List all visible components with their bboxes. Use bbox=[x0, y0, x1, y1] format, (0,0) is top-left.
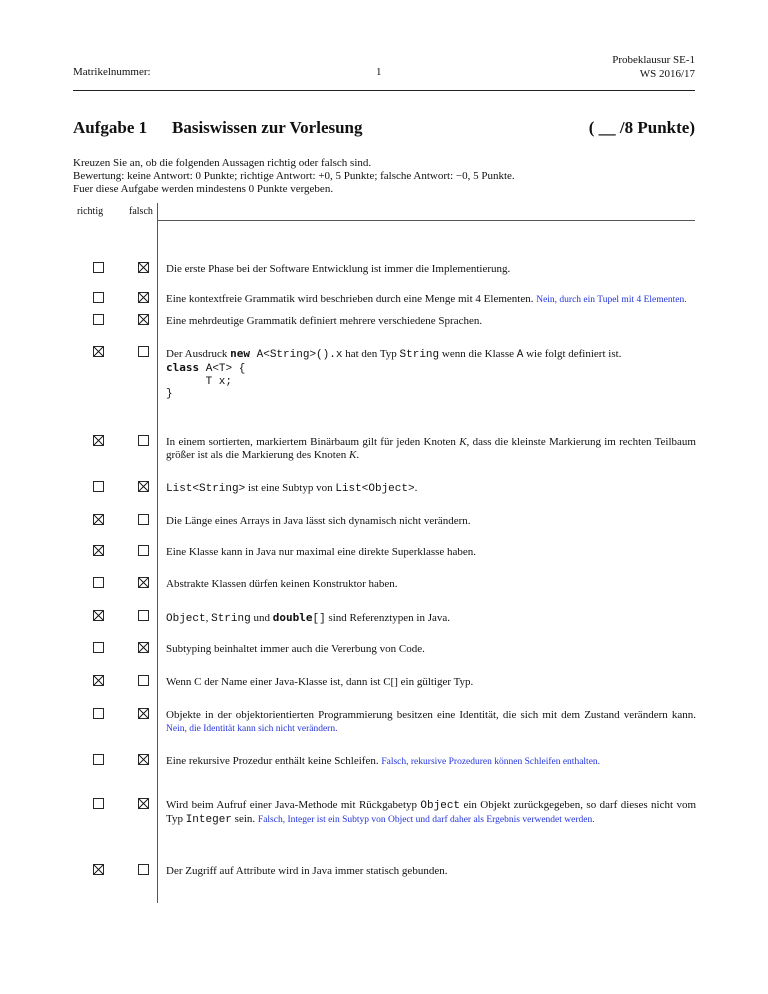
code-keyword: new bbox=[230, 347, 251, 360]
checkbox-richtig[interactable] bbox=[93, 435, 104, 446]
code-keyword: double bbox=[272, 611, 313, 624]
checkbox-falsch[interactable] bbox=[138, 610, 149, 621]
checkbox-richtig[interactable] bbox=[93, 708, 104, 719]
checkbox-falsch[interactable] bbox=[138, 754, 149, 765]
instruction-line: Kreuzen Sie an, ob die folgenden Aussagen richtig oder falsch sind. bbox=[73, 157, 372, 169]
checkbox-richtig[interactable] bbox=[93, 292, 104, 303]
statement-text bbox=[166, 865, 696, 878]
text-part: sind Referenztypen in Java. bbox=[325, 612, 450, 624]
statement-text bbox=[166, 293, 696, 307]
checkbox-richtig[interactable] bbox=[93, 545, 104, 556]
column-header-richtig: richtig bbox=[77, 206, 104, 217]
code-inline: List<String> bbox=[166, 483, 246, 495]
task-number: Aufgabe 1 bbox=[73, 118, 148, 137]
text-part: , dass die kleinste Markierung im rechten Teilbaum größer ist als die Markierung des Knoten bbox=[166, 436, 696, 461]
solution-note: Falsch, rekursive Prozeduren können Schleifen enthalten. bbox=[381, 757, 601, 767]
checkbox-falsch[interactable] bbox=[138, 514, 149, 525]
math-variable: K bbox=[459, 436, 467, 448]
text-part: ist eine Subtyp von bbox=[245, 482, 336, 494]
code-inline: String bbox=[399, 349, 440, 361]
table-vertical-rule bbox=[157, 203, 158, 903]
checkbox-falsch[interactable] bbox=[138, 708, 149, 719]
text-part: . bbox=[356, 449, 360, 461]
code-line: T x; bbox=[166, 375, 233, 388]
statement-body: Die erste Phase bei der Software Entwicklung ist immer die Implementierung. bbox=[166, 263, 511, 275]
statement-text bbox=[166, 515, 696, 528]
checkbox-falsch[interactable] bbox=[138, 577, 149, 588]
statement-text bbox=[166, 643, 696, 656]
checkbox-falsch[interactable] bbox=[138, 435, 149, 446]
text-part: ein Objekt zurückgegeben, so darf dieses nicht vom Typ bbox=[166, 799, 697, 825]
statement-body: Der Zugriff auf Attribute wird in Java immer statisch gebunden. bbox=[166, 865, 448, 877]
header-exam-title: Probeklausur SE-1 bbox=[612, 54, 695, 66]
instruction-line: Fuer diese Aufgabe werden mindestens 0 Punkte vergeben. bbox=[73, 183, 334, 195]
checkbox-richtig[interactable] bbox=[93, 346, 104, 357]
code-inline: A bbox=[516, 349, 524, 361]
text-part: wie folgt definiert ist. bbox=[523, 348, 622, 360]
statement-text bbox=[166, 263, 696, 276]
statement-text bbox=[166, 315, 696, 328]
checkbox-richtig[interactable] bbox=[93, 577, 104, 588]
statement-text bbox=[166, 755, 696, 769]
statement-body: Wenn C der Name einer Java-Klasse ist, dann ist C[] ein gültiger Typ. bbox=[166, 676, 474, 688]
code-inline: [] bbox=[312, 613, 326, 625]
solution-note: Nein, durch ein Tupel mit 4 Elementen. bbox=[536, 295, 687, 305]
text-part: wenn die Klasse bbox=[439, 348, 517, 360]
text-part: hat den Typ bbox=[342, 348, 400, 360]
checkbox-richtig[interactable] bbox=[93, 481, 104, 492]
text-part: . bbox=[414, 482, 418, 494]
statement-text bbox=[166, 436, 696, 462]
statement-body: Die Länge eines Arrays in Java lässt sich dynamisch nicht verändern. bbox=[166, 515, 471, 527]
statement-text bbox=[166, 546, 696, 559]
code-block bbox=[166, 362, 696, 401]
checkbox-falsch[interactable] bbox=[138, 292, 149, 303]
code-inline: A<String>().x bbox=[250, 349, 343, 361]
checkbox-falsch[interactable] bbox=[138, 314, 149, 325]
column-header-falsch: falsch bbox=[129, 206, 153, 217]
checkbox-falsch[interactable] bbox=[138, 642, 149, 653]
text-part: und bbox=[250, 612, 273, 624]
text-part: Wird beim Aufruf einer Java-Methode mit Rückgabetyp bbox=[166, 799, 421, 811]
solution-note: Falsch, Integer ist ein Subtyp von Object und darf daher als Ergebnis verwendet werden. bbox=[257, 815, 595, 825]
checkbox-falsch[interactable] bbox=[138, 864, 149, 875]
code-line: } bbox=[166, 388, 173, 400]
checkbox-richtig[interactable] bbox=[93, 798, 104, 809]
task-points: ( __ /8 Punkte) bbox=[588, 118, 695, 137]
checkbox-falsch[interactable] bbox=[138, 798, 149, 809]
text-part: , bbox=[205, 612, 212, 624]
checkbox-richtig[interactable] bbox=[93, 610, 104, 621]
statement-text bbox=[166, 482, 696, 496]
checkbox-richtig[interactable] bbox=[93, 864, 104, 875]
header-semester: WS 2016/17 bbox=[639, 68, 695, 80]
text-part: In einem sortierten, markiertem Binärbaum gilt für jeden Knoten bbox=[166, 436, 460, 448]
statement-body: Subtyping beinhaltet immer auch die Vererbung von Code. bbox=[166, 643, 425, 655]
task-title: Basiswissen zur Vorlesung bbox=[172, 118, 363, 137]
code-inline: List<Object> bbox=[335, 483, 415, 495]
statement-text bbox=[166, 709, 696, 736]
code-inline: Object bbox=[420, 800, 461, 812]
code-inline: String bbox=[211, 613, 251, 625]
header-matrikelnummer: Matrikelnummer: bbox=[73, 66, 151, 78]
math-variable: K bbox=[348, 449, 357, 461]
statement-text bbox=[166, 799, 696, 827]
instruction-line: Bewertung: keine Antwort: 0 Punkte; richtige Antwort: +0, 5 Punkte; falsche Antwort: −0, 5 Punkte. bbox=[73, 170, 515, 182]
checkbox-falsch[interactable] bbox=[138, 545, 149, 556]
statement-body: Objekte in der objektorientierten Programmierung besitzen eine Identität, die sich mit dem Zustand verändern kann. bbox=[166, 709, 696, 721]
code-keyword: class bbox=[166, 361, 200, 374]
statement-text bbox=[166, 676, 696, 689]
instructions bbox=[73, 157, 515, 196]
checkbox-falsch[interactable] bbox=[138, 675, 149, 686]
statement-text bbox=[166, 347, 696, 401]
header-rule bbox=[73, 90, 695, 91]
statement-body: Abstrakte Klassen dürfen keinen Konstruktor haben. bbox=[166, 578, 398, 590]
checkbox-richtig[interactable] bbox=[93, 642, 104, 653]
checkbox-richtig[interactable] bbox=[93, 754, 104, 765]
checkbox-richtig[interactable] bbox=[93, 675, 104, 686]
table-horizontal-rule bbox=[157, 220, 695, 221]
statement-body: Eine rekursive Prozedur enthält keine Schleifen. bbox=[166, 755, 379, 767]
code-inline: Integer bbox=[185, 814, 232, 826]
text-part: Der Ausdruck bbox=[166, 348, 231, 360]
code-inline: Object bbox=[166, 613, 206, 625]
checkbox-richtig[interactable] bbox=[93, 262, 104, 273]
statement-text bbox=[166, 611, 696, 626]
statement-text bbox=[166, 578, 696, 591]
statement-body: Eine kontextfreie Grammatik wird beschrieben durch eine Menge mit 4 Elementen. bbox=[166, 293, 534, 305]
checkbox-richtig[interactable] bbox=[93, 314, 104, 325]
solution-note: Nein, die Identität kann sich nicht verändern. bbox=[166, 724, 338, 734]
checkbox-richtig[interactable] bbox=[93, 514, 104, 525]
statement-body: Eine mehrdeutige Grammatik definiert mehrere verschiedene Sprachen. bbox=[166, 315, 483, 327]
header-exam-info bbox=[612, 53, 695, 81]
checkbox-falsch[interactable] bbox=[138, 262, 149, 273]
checkbox-falsch[interactable] bbox=[138, 481, 149, 492]
statement-body: Eine Klasse kann in Java nur maximal eine direkte Superklasse haben. bbox=[166, 546, 477, 558]
text-part: sein. bbox=[231, 813, 256, 825]
page-number: 1 bbox=[376, 66, 382, 78]
code-line: A<T> { bbox=[199, 363, 246, 375]
checkbox-falsch[interactable] bbox=[138, 346, 149, 357]
